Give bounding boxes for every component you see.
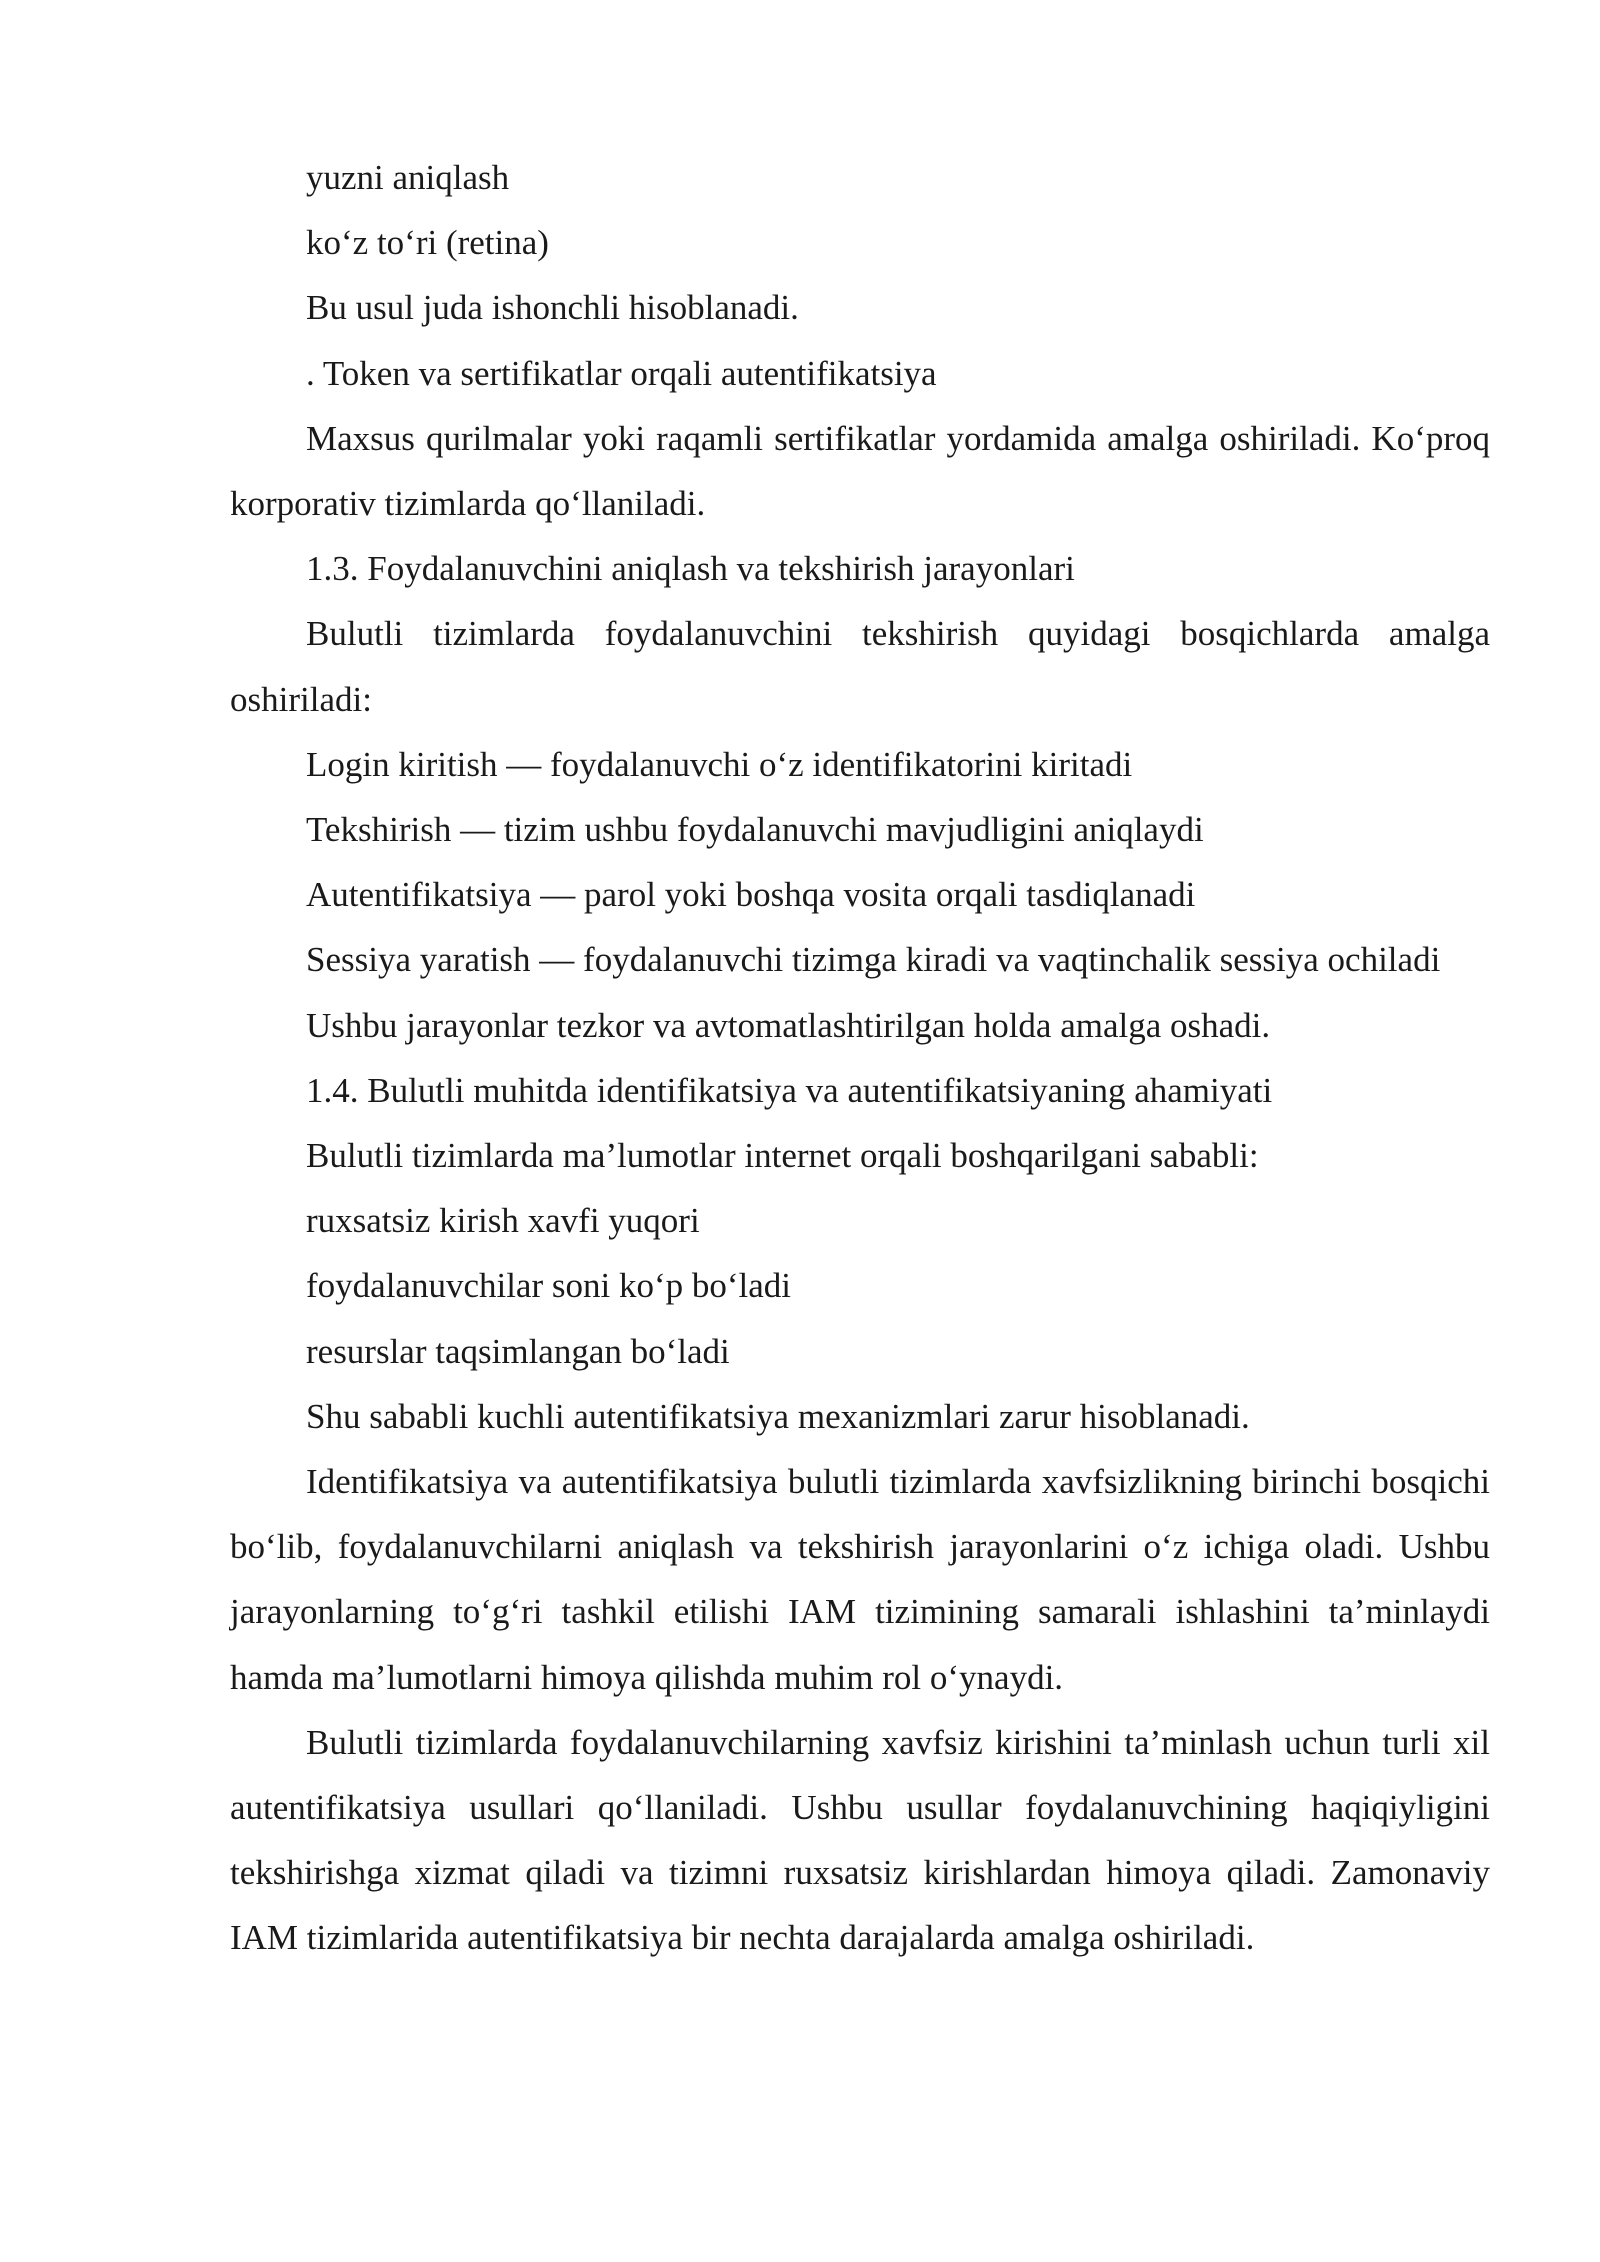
paragraph: Ushbu jarayonlar tezkor va avtomatlashtirilgan holda amalga oshadi. — [306, 1005, 1271, 1045]
list-item: Login kiritish — foydalanuvchi o‘z identifikatorini kiritadi — [306, 744, 1133, 784]
paragraph: Shu sababli kuchli autentifikatsiya mexanizmlari zarur hisoblanadi. — [306, 1396, 1250, 1436]
section-heading: 1.4. Bulutli muhitda identifikatsiya va autentifikatsiyaning ahamiyati — [306, 1070, 1273, 1110]
list-item: Sessiya yaratish — foydalanuvchi tizimga kiradi va vaqtinchalik sessiya ochiladi — [306, 940, 1441, 980]
list-item: resurslar taqsimlangan bo‘ladi — [306, 1331, 730, 1371]
paragraph: Identifikatsiya va autentifikatsiya bulutli tizimlarda xavfsizlikning birinchi bosqichi bo‘lib, foydalanuvchilarni aniqlash va tekshirish jarayonlarini o‘z ichiga oladi. Ushbu jarayonlarning to‘g‘ri tashkil etilishi IAM tizimining samarali ishlashini ta’minlaydi hamda ma’lumotlarni himoya qilishda muhim rol o‘ynaydi. — [230, 1462, 1490, 1697]
list-item: ruxsatsiz kirish xavfi yuqori — [306, 1201, 700, 1241]
section-heading: 1.3. Foydalanuvchini aniqlash va tekshirish jarayonlari — [306, 549, 1075, 589]
list-item: ko‘z to‘ri (retina) — [306, 223, 549, 263]
paragraph: Bulutli tizimlarda foydalanuvchilarning xavfsiz kirishini ta’minlash uchun turli xil autentifikatsiya usullari qo‘llaniladi. Ushbu usullar foydalanuvchining haqiqiyligini tekshirishga xizmat qiladi va tizimni ruxsatsiz kirishlardan himoya qiladi. Zamonaviy IAM tizimlarida autentifikatsiya bir nechta darajalarda amalga oshiriladi. — [230, 1722, 1490, 1958]
subheading: . Token va sertifikatlar orqali autentifikatsiya — [306, 353, 937, 393]
paragraph: Bu usul juda ishonchli hisoblanadi. — [306, 288, 799, 328]
paragraph: Bulutli tizimlarda ma’lumotlar internet orqali boshqarilgani sababli: — [306, 1136, 1259, 1176]
list-item: yuzni aniqlash — [306, 158, 510, 197]
list-item: Tekshirish — tizim ushbu foydalanuvchi mavjudligini aniqlaydi — [306, 810, 1204, 850]
list-item: Autentifikatsiya — parol yoki boshqa vosita orqali tasdiqlanadi — [306, 875, 1196, 915]
document-body — [230, 145, 1490, 1971]
paragraph: Bulutli tizimlarda foydalanuvchini tekshirish quyidagi bosqichlarda amalga oshiriladi: — [230, 614, 1490, 719]
list-item: foydalanuvchilar soni ko‘p bo‘ladi — [306, 1266, 792, 1306]
paragraph: Maxsus qurilmalar yoki raqamli sertifikatlar yordamida amalga oshiriladi. Ko‘proq korporativ tizimlarda qo‘llaniladi. — [230, 418, 1490, 524]
